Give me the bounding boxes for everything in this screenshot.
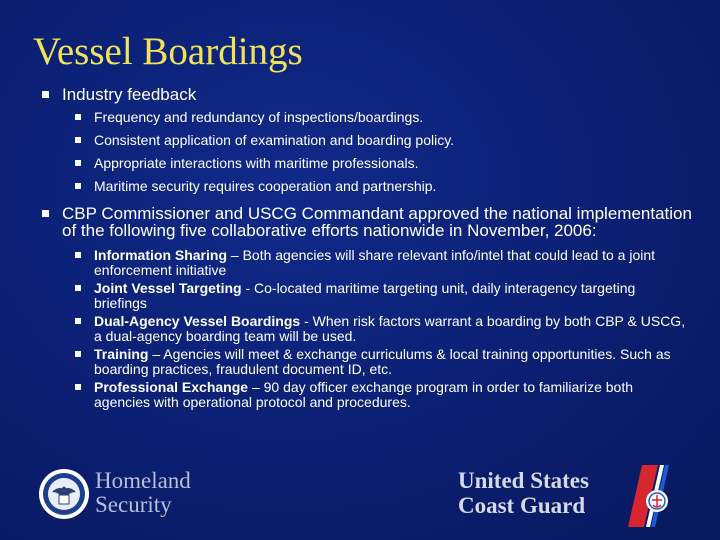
list-item: Maritime security requires cooperation and partnership. xyxy=(75,179,692,194)
bullet-icon xyxy=(75,351,81,357)
item-term: Training xyxy=(94,346,149,362)
slide-content xyxy=(42,86,692,413)
coast-guard-logo: United States Coast Guard xyxy=(458,468,589,518)
bullet-icon xyxy=(75,160,81,166)
list-item xyxy=(75,248,692,277)
section-heading: CBP Commissioner and USCG Commandant approved the national implementation of the following five collaborative efforts nationwide in November, 2006: xyxy=(62,204,692,240)
bullet-icon xyxy=(75,252,81,258)
list-item xyxy=(75,281,692,310)
bullet-icon xyxy=(42,91,49,98)
item-term: Information Sharing xyxy=(94,247,227,263)
dhs-seal-icon xyxy=(38,468,90,520)
bullet-icon xyxy=(75,285,81,291)
item-text: - Co-located maritime targeting unit, daily interagency targeting briefings xyxy=(94,280,636,311)
section-industry-feedback xyxy=(42,86,692,103)
item-term: Professional Exchange xyxy=(94,379,249,395)
list-item: Appropriate interactions with maritime professionals. xyxy=(75,156,692,171)
bullet-icon xyxy=(75,114,81,120)
bullet-icon xyxy=(75,384,81,390)
section-cbp-uscg xyxy=(42,205,692,239)
item-term: Joint Vessel Targeting xyxy=(94,280,242,296)
bullet-icon xyxy=(75,137,81,143)
industry-feedback-list xyxy=(75,110,692,194)
item-term: Dual-Agency Vessel Boardings xyxy=(94,313,301,329)
list-item xyxy=(75,314,692,343)
item-text: – 90 day officer exchange program in order to familiarize both agencies with operational protocol and procedures. xyxy=(94,379,634,410)
footer xyxy=(0,458,720,538)
collaborative-efforts-list xyxy=(75,248,692,409)
slide-title: Vessel Boardings xyxy=(33,30,303,73)
item-text: – Agencies will meet & exchange curriculums & local training opportunities. Such as boarding practices, fraudulent document ID, etc. xyxy=(94,346,671,377)
bullet-icon xyxy=(75,183,81,189)
list-item: Consistent application of examination and boarding policy. xyxy=(75,133,692,148)
list-item xyxy=(75,380,692,409)
bullet-icon xyxy=(75,318,81,324)
bullet-icon xyxy=(42,210,49,217)
list-item: Frequency and redundancy of inspections/boardings. xyxy=(75,110,692,125)
list-item xyxy=(75,347,692,376)
homeland-security-logo: Homeland Security xyxy=(95,468,191,517)
coast-guard-stripe-icon xyxy=(628,465,684,527)
item-text: – Both agencies will share relevant info/intel that could lead to a joint enforcement initiative xyxy=(94,247,656,278)
section-heading: Industry feedback xyxy=(62,85,197,104)
item-text: - When risk factors warrant a boarding by both CBP & USCG, a dual-agency boarding team will be used. xyxy=(94,313,686,344)
